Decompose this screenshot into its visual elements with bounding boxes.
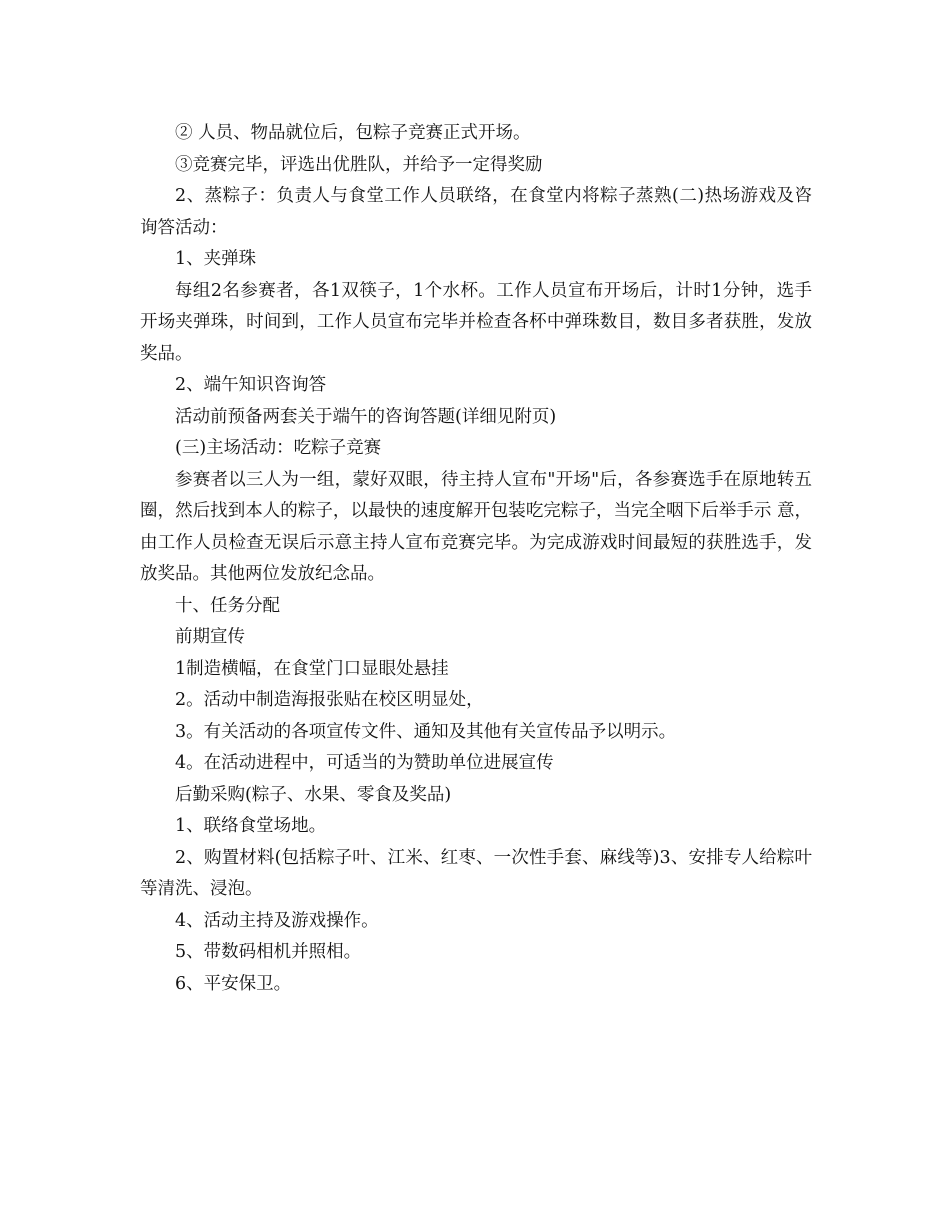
paragraph: 2。活动中制造海报张贴在校区明显处，	[175, 690, 484, 710]
paragraph: 前期宣传	[175, 627, 245, 647]
paragraph: 每组2名参赛者，各1双筷子，1个水杯。工作人员宣布开场后，计时1分钟，选手开场夹弹珠，时间到，工作人员宣布完毕并检查各杯中弹珠数目，数目多者获胜，发放奖品。	[140, 280, 812, 364]
paragraph: 3。有关活动的各项宣传文件、通知及其他有关宣传品予以明示。	[175, 721, 677, 742]
paragraph: 参赛者以三人为一组，蒙好双眼，待主持人宣布"开场"后，各参赛选手在原地转五圈，然后找到本人的粽子，以最快的速度解开包装吃完粽子，当完全咽下后举手示 意，由工作人员检查无误后示意主持人宣布竞赛完毕。为完成游戏时间最短的获胜选手，发放奖品。其他两位发放纪念品。	[140, 469, 812, 584]
paragraph: 1制造横幅，在食堂门口显眼处悬挂	[175, 658, 449, 679]
paragraph: 4、活动主持及游戏操作。	[175, 910, 379, 931]
paragraph: 6、平安保卫。	[175, 973, 292, 994]
document-body	[140, 118, 812, 1000]
paragraph: 2、购置材料(包括粽子叶、江米、红枣、一次性手套、麻线等)3、安排专人给粽叶等清洗、浸泡。	[140, 847, 812, 899]
paragraph: ③竞赛完毕，评选出优胜队，并给予一定得奖励	[175, 154, 543, 175]
paragraph: 十、任务分配	[175, 595, 280, 616]
paragraph: 后勤采购(粽子、水果、零食及奖品)	[175, 784, 452, 805]
paragraph: (三)主场活动：吃粽子竞赛	[175, 438, 382, 458]
paragraph: ② 人员、物品就位后，包粽子竞赛正式开场。	[175, 123, 531, 143]
paragraph: 2、端午知识咨询答	[175, 375, 327, 395]
paragraph: 5、带数码相机并照相。	[175, 942, 362, 962]
paragraph: 活动前预备两套关于端午的咨询答题(详细见附页)	[175, 406, 557, 427]
paragraph: 2、蒸粽子：负责人与食堂工作人员联络，在食堂内将粽子蒸熟(二)热场游戏及咨询答活动：	[140, 186, 812, 238]
paragraph: 1、联络食堂场地。	[175, 816, 327, 836]
paragraph: 4。在活动进程中，可适当的为赞助单位进展宣传	[175, 753, 554, 773]
paragraph: 1、夹弹珠	[175, 249, 257, 269]
